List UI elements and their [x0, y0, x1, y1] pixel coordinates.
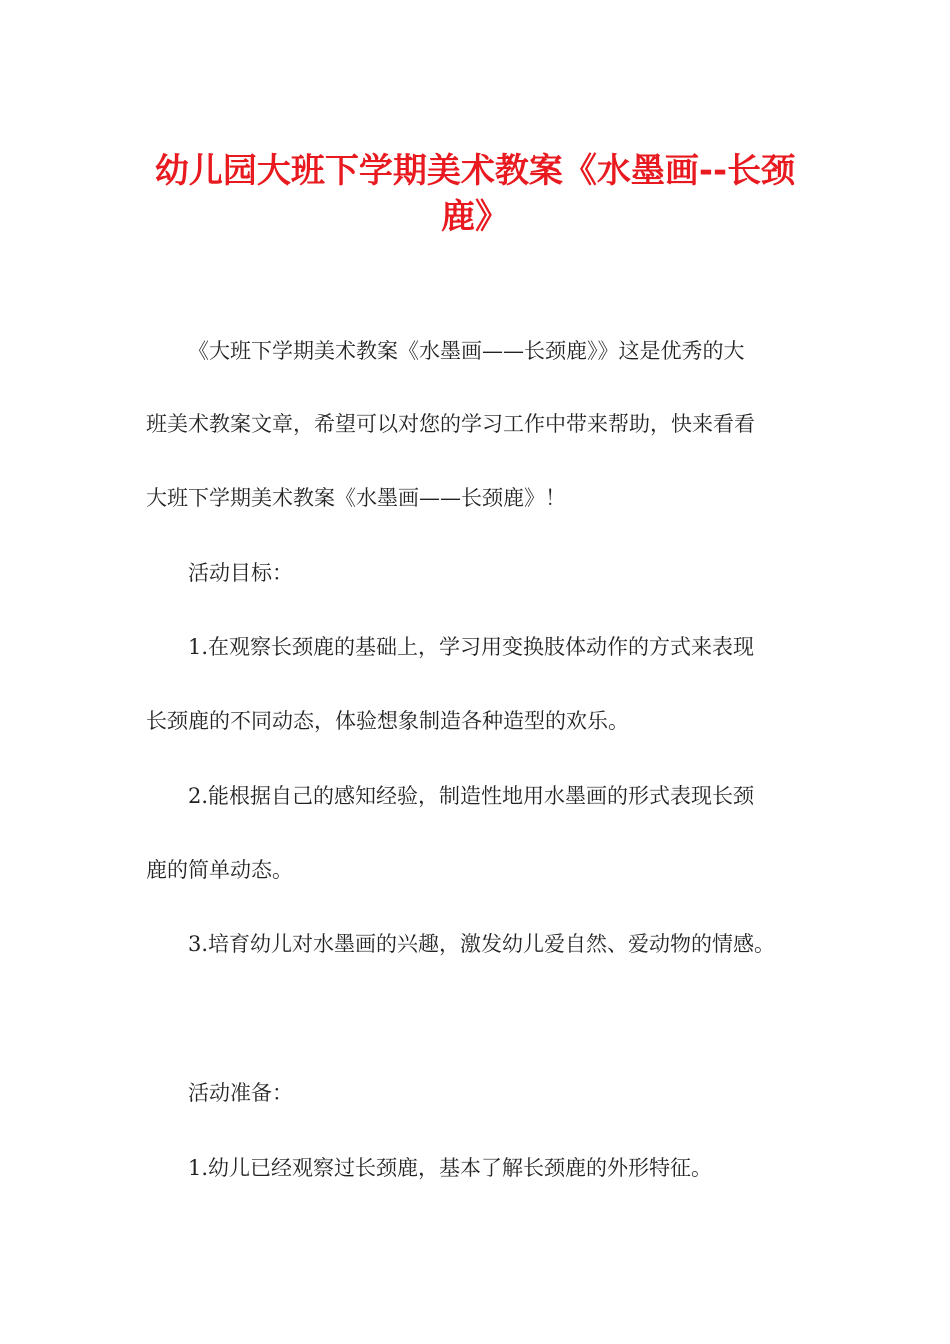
intro-line-1: 《大班下学期美术教案《水墨画——长颈鹿》》这是优秀的大	[188, 339, 745, 363]
goal-1-line-2: 长颈鹿的不同动态，体验想象制造各种造型的欢乐。	[146, 709, 629, 733]
intro-line-2: 班美术教案文章，希望可以对您的学习工作中带来帮助，快来看看	[146, 412, 755, 436]
goal-2-line-1: 2.能根据自己的感知经验，制造性地用水墨画的形式表现长颈	[188, 784, 755, 808]
goals-heading: 活动目标：	[188, 561, 293, 585]
goal-1-line-1: 1.在观察长颈鹿的基础上，学习用变换肢体动作的方式来表现	[188, 635, 755, 659]
preparation-1-line-1: 1.幼儿已经观察过长颈鹿，基本了解长颈鹿的外形特征。	[188, 1156, 713, 1180]
intro-line-3: 大班下学期美术教案《水墨画——长颈鹿》！	[146, 486, 566, 510]
goal-3-line-1: 3.培育幼儿对水墨画的兴趣，激发幼儿爱自然、爱动物的情感。	[188, 932, 776, 956]
goal-2-line-2: 鹿的简单动态。	[146, 858, 293, 882]
preparation-heading: 活动准备：	[188, 1081, 293, 1105]
document-title-line-2: 鹿》	[441, 197, 509, 237]
document-title-line-1: 幼儿园大班下学期美术教案《水墨画--长颈	[154, 151, 796, 191]
